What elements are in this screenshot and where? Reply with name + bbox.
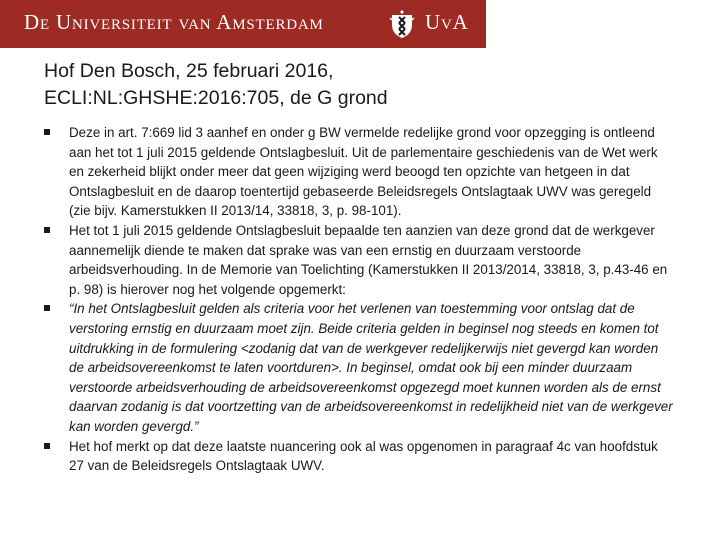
bullet-item xyxy=(44,437,676,476)
uva-crest-icon xyxy=(389,9,415,39)
university-banner xyxy=(0,0,486,48)
title-line-1: Hof Den Bosch, 25 februari 2016, xyxy=(44,60,334,82)
bullet-square-icon xyxy=(44,305,50,311)
bullet-item xyxy=(44,123,676,221)
bullet-text: Het hof merkt op dat deze laatste nuancering ook al was opgenomen in paragraaf 4c van hoofdstuk 27 van de Beleidsregels Ontslagtaak UWV. xyxy=(69,438,658,474)
bullet-square-icon xyxy=(44,443,50,449)
bullet-quote-text: “In het Ontslagbesluit gelden als criteria voor het verlenen van toestemming voor ontslag dat de verstoring ernstig en duurzaam moet zijn. Beide criteria gelden in beginsel nog steeds en komen tot uitdrukking in de formulering <zodanig dat van de werkgever redelijkerwijs niet gevergd kan worden de arbeidsovereenkomst te laten voortduren>. In beginsel, omdat ook bij een minder duurzaam verstoorde arbeidsverhouding de arbeidsovereenkomst opgezegd moet kunnen worden als de ernst daarvan zodanig is dat voortzetting van de arbeidsovereenkomst in redelijkheid niet van de werkgever kan worden gevergd.” xyxy=(69,301,673,434)
university-name: De Universiteit van Amsterdam xyxy=(24,10,324,34)
university-abbreviation: UvA xyxy=(425,10,469,34)
title-line-2: ECLI:NL:GHSHE:2016:705, de G grond xyxy=(44,87,388,109)
bullet-list xyxy=(44,123,676,476)
bullet-text: Deze in art. 7:669 lid 3 aanhef en onder g BW vermelde redelijke grond voor opzegging is ontleend aan het tot 1 juli 2015 geldende Ontslagbesluit. Uit de parlementaire geschiedenis van de Wet werk en zekerheid blijkt onder meer dat geen wijziging werd beoogd ten opzichte van hetgeen in dat Ontslagbesluit en de daarop toentertijd gebaseerde Beleidsregels Ontslagtaak UWV was geregeld (zie bijv. Kamerstukken II 2013/14, 33818, 3, p. 98-101). xyxy=(69,125,658,219)
slide-title xyxy=(44,58,684,112)
bullet-square-icon xyxy=(44,227,50,233)
bullet-item xyxy=(44,299,676,436)
bullet-item xyxy=(44,221,676,299)
bullet-square-icon xyxy=(44,129,50,135)
bullet-text: Het tot 1 juli 2015 geldende Ontslagbesluit bepaalde ten aanzien van deze grond dat de werkgever aannemelijk diende te maken dat sprake was van een ernstig en duurzaam verstoorde arbeidsverhouding. In de Memorie van Toelichting (Kamerstukken II 2013/2014, 33818, 3, p.43-46 en p. 98) is hierover nog het volgende opgemerkt: xyxy=(69,222,668,297)
